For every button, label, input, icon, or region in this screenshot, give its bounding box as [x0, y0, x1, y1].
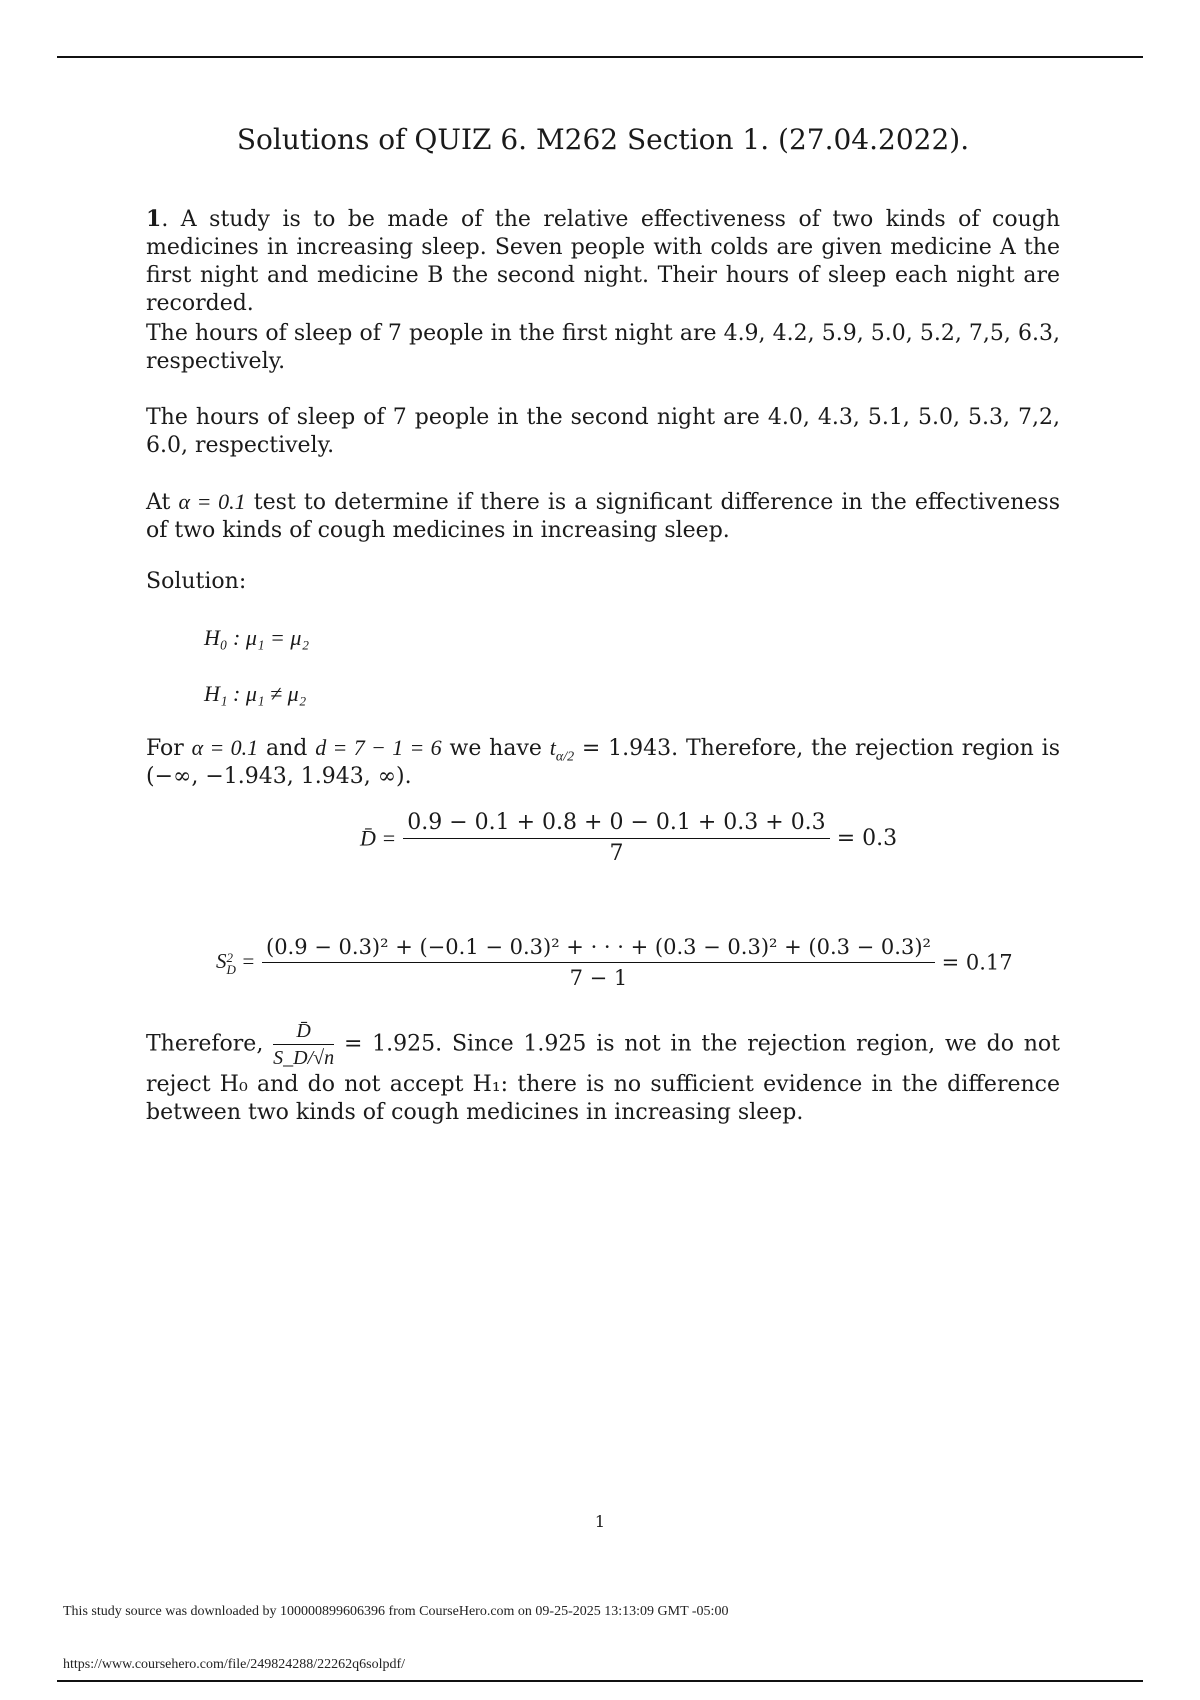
problem-statement	[146, 205, 1060, 318]
variance-numerator: (0.9 − 0.3)² + (−0.1 − 0.3)² + · · · + (0.3 − 0.3)² + (0.3 − 0.3)²	[262, 932, 935, 963]
variance-rhs: = 0.17	[941, 950, 1013, 975]
dbar-lhs: D̄ =	[360, 825, 397, 851]
dbar-numerator: 0.9 − 0.1 + 0.8 + 0 − 0.1 + 0.3 + 0.3	[403, 808, 829, 839]
problem-text: . A study is to be made of the relative effectiveness of two kinds of cough medicines in increasing sleep. Seven people with colds are given medicine A the first night and medicine B the second night. Their hours of sleep each night are recorded.	[146, 207, 1060, 316]
rej-t-sub: α/2	[555, 749, 575, 765]
dbar-denominator: 7	[609, 841, 624, 866]
dbar-rhs: = 0.3	[836, 826, 898, 851]
dbar-equation	[360, 808, 897, 869]
night2-data: The hours of sleep of 7 people in the second night are 4.0, 4.3, 5.1, 5.0, 5.3, 7,2, 6.0, respectively.	[146, 405, 1060, 458]
variance-fraction	[262, 932, 935, 993]
problem-number: 1	[146, 206, 162, 232]
rej-pre: For	[146, 736, 192, 761]
top-rule	[57, 56, 1143, 58]
page-title: Solutions of QUIZ 6. M262 Section 1. (27.04.2022).	[236, 123, 970, 156]
source-url[interactable]: https://www.coursehero.com/file/249824288/22262q6solpdf/	[63, 1657, 406, 1672]
alt-hypothesis: H₁ : μ₁ ≠ μ₂	[204, 681, 307, 706]
rej-post: . Therefore, the rejection region is (−∞, −1.943, 1.943, ∞).	[146, 736, 1060, 789]
null-hypothesis: H₀ : μ₁ = μ₂	[204, 625, 310, 650]
rej-have: we have	[441, 736, 550, 761]
rej-and: and	[258, 736, 316, 761]
variance-denominator: 7 − 1	[569, 966, 628, 990]
solution-label: Solution:	[146, 569, 247, 594]
alpha-statement	[146, 488, 1060, 545]
bottom-rule	[57, 1680, 1143, 1682]
alpha-math: α = 0.1	[178, 489, 246, 514]
variance-lhs	[216, 949, 256, 977]
conclusion-post: = 1.925. Since 1.925 is not in the rejection region, we do not reject H₀ and do not accept H₁: there is no sufficient evidence in the difference between two kinds of cough medicines in increasing sleep.	[146, 1031, 1061, 1125]
night1-data: The hours of sleep of 7 people in the first night are 4.9, 4.2, 5.9, 5.0, 5.2, 7,5, 6.3, respectively.	[146, 321, 1060, 374]
rej-tval: = 1.943	[574, 736, 672, 761]
conclusion	[146, 1018, 1060, 1127]
variance-s: S	[216, 949, 227, 974]
variance-equation	[216, 932, 1013, 993]
rej-t: t	[549, 735, 556, 760]
conclusion-pre: Therefore,	[146, 1031, 274, 1057]
conclusion-frac-den: S_D/√n	[273, 1047, 335, 1069]
variance-sub: D	[226, 961, 236, 977]
alpha-pre: At	[146, 490, 179, 515]
rejection-region	[146, 734, 1060, 791]
rej-alpha: α = 0.1	[191, 735, 259, 760]
download-notice: This study source was downloaded by 100000899606396 from CourseHero.com on 09-25-2025 13:13:09 GMT -05:00	[63, 1604, 729, 1619]
conclusion-frac-num: D̄	[273, 1018, 334, 1045]
dbar-fraction	[403, 808, 829, 869]
variance-sup: 2	[226, 949, 233, 965]
rej-d: d = 7 − 1 = 6	[315, 735, 442, 760]
page-number: 1	[594, 1512, 606, 1531]
variance-eq: =	[235, 949, 256, 974]
conclusion-fraction	[273, 1018, 334, 1071]
alpha-post: test to determine if there is a significant difference in the effectiveness of two kinds of cough medicines in increasing sleep.	[146, 490, 1060, 543]
